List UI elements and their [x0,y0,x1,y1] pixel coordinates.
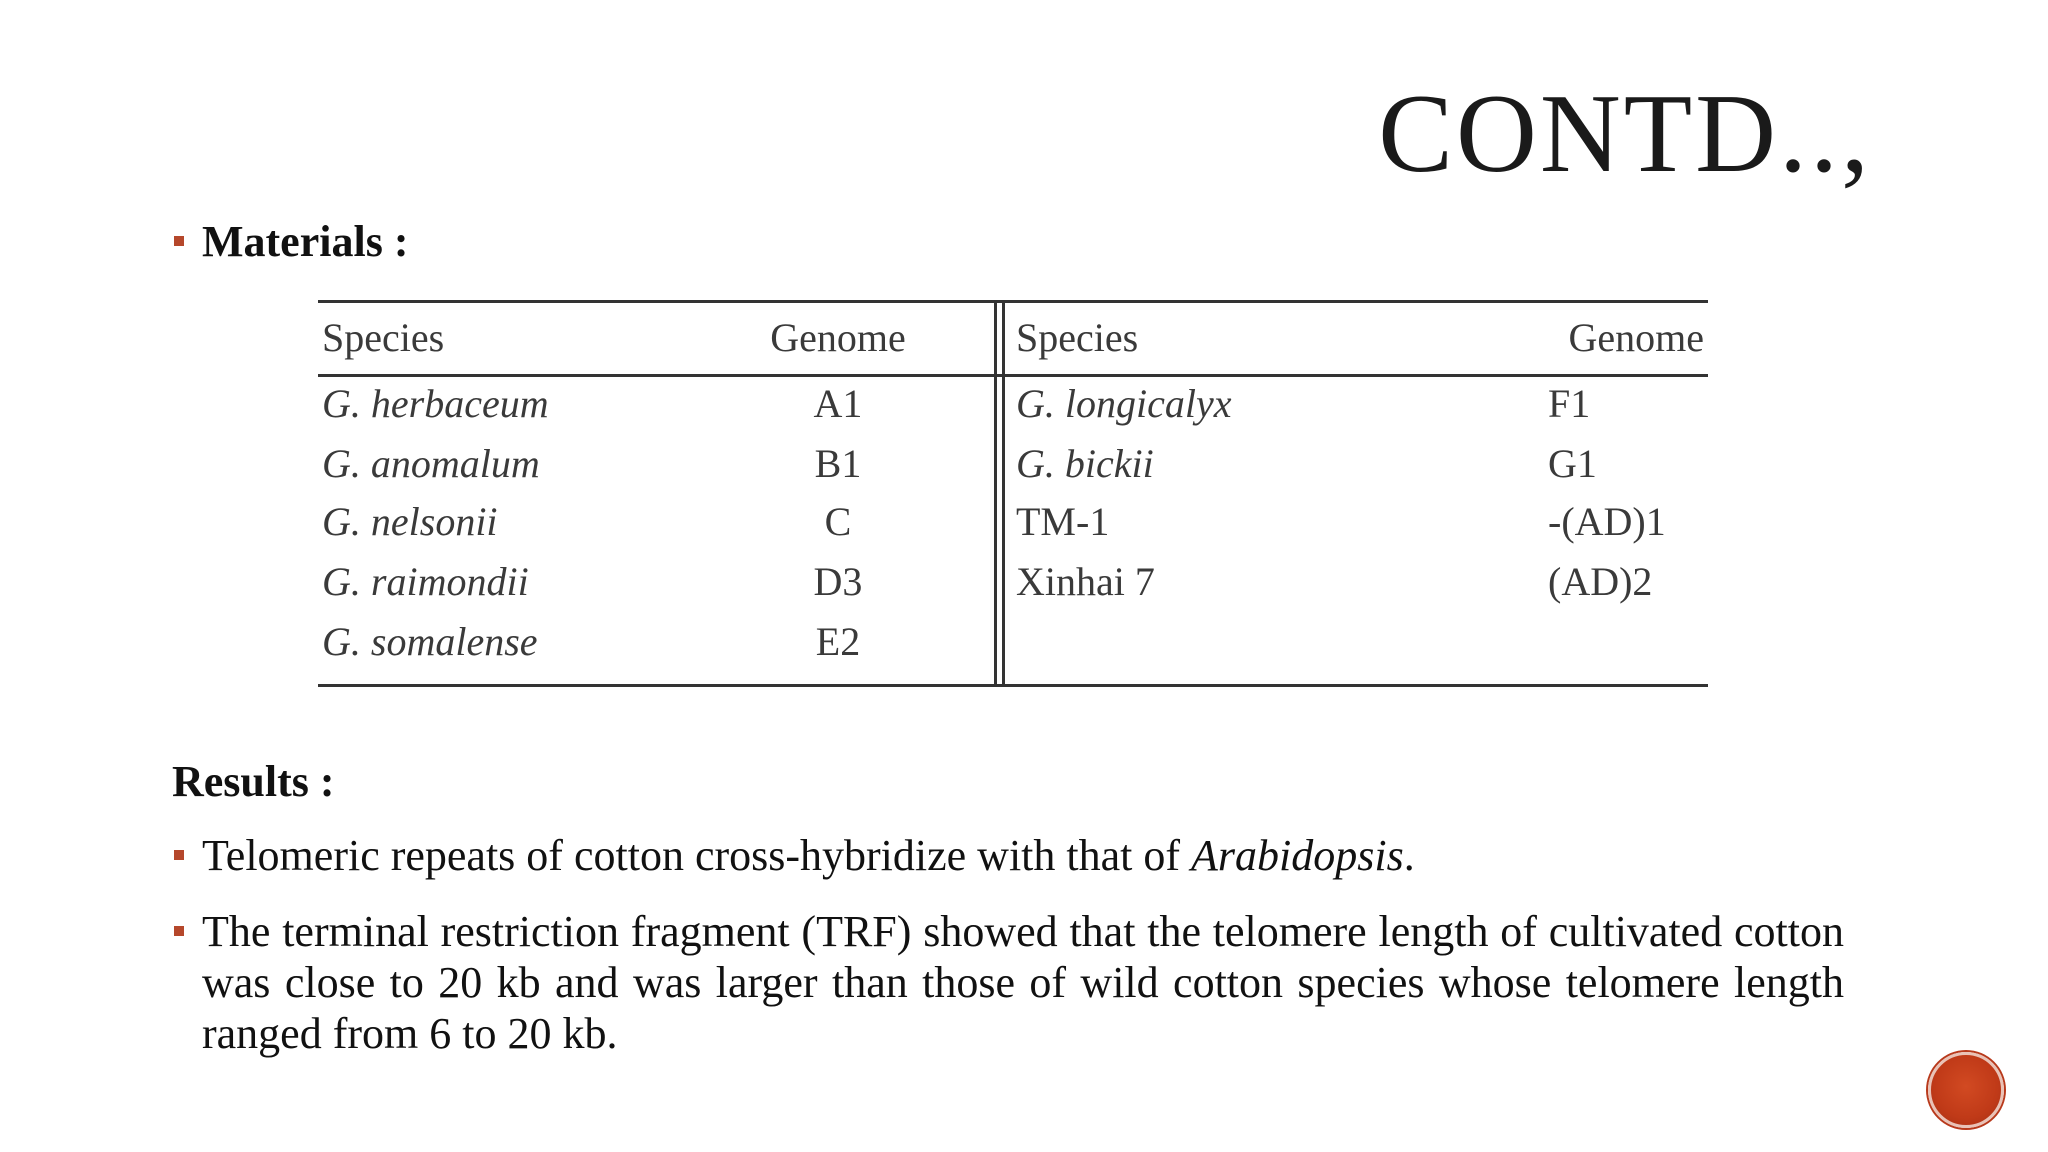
table-cell-species: G. raimondii [322,559,529,604]
table-cell-species: G. somalense [322,619,538,664]
table-cell-genome: F1 [1548,381,1591,426]
species-genome-table [318,296,1708,690]
table-cell-species: G. nelsonii [322,499,498,544]
bullet-square-icon [174,926,184,936]
table-header-rule [318,374,1708,377]
result-bullet-2 [174,906,1844,1059]
table-cell-species: Xinhai 7 [1016,559,1155,604]
table-cell-species: G. herbaceum [322,381,549,426]
table-top-rule [318,300,1708,303]
slide-title: CONTD.., [1378,72,1872,196]
result-bullet-1 [174,830,1854,882]
table-header-species-left: Species [322,315,445,360]
table-cell-genome: D3 [813,559,863,604]
table-cell-genome: B1 [814,441,862,486]
bullet-square-icon [174,236,184,246]
table-cell-genome: G1 [1548,441,1597,486]
table-cell-species: TM-1 [1016,499,1110,544]
result-text-1 [202,830,1415,882]
materials-bullet [174,214,408,270]
table-cell-genome: -(AD)1 [1548,499,1666,544]
materials-label: Materials : [202,217,409,266]
table-divider-right [1002,300,1005,687]
table-cell-genome: C [824,499,852,544]
table-cell-species: G. bickii [1016,441,1154,486]
result-text-1-prefix: Telomeric repeats of cotton cross-hybridize with that of [202,831,1192,880]
bullet-square-icon [174,850,184,860]
table-divider-left [994,300,997,687]
table-bottom-rule [318,684,1708,687]
result-text-1-suffix: . [1403,831,1415,880]
table-header-species-right: Species [1016,315,1139,360]
table-cell-species: G. longicalyx [1016,381,1232,426]
results-heading: Results : [172,757,335,806]
table-cell-genome: (AD)2 [1548,559,1653,604]
table-header-genome-right: Genome [1568,315,1704,360]
table-cell-genome: E2 [815,619,861,664]
result-text-1-italic: Arabidopsis [1191,831,1404,880]
table-cell-genome: A1 [813,381,863,426]
result-text-2: The terminal restriction fragment (TRF) showed that the telomere length of cultivated cotton was close to 20 kb and was larger than those of wild cotton species whose telomere length ranged from 6 to 20 kb. [202,907,1844,1058]
table-cell-species: G. anomalum [322,441,540,486]
table-header-genome-left: Genome [770,315,906,360]
slide-nav-button[interactable] [1928,1052,2004,1128]
